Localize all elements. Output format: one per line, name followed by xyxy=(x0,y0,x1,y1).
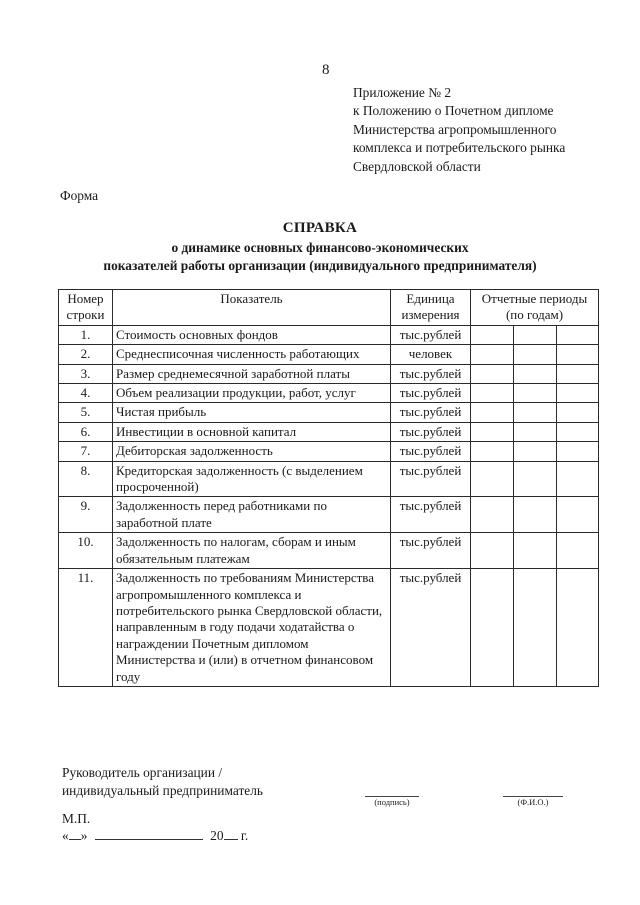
row-unit: тыс.рублей xyxy=(391,461,471,497)
period-cell[interactable] xyxy=(471,442,514,461)
header-row-number: Номер строки xyxy=(59,290,113,326)
row-indicator: Размер среднемесячной заработной платы xyxy=(113,364,391,383)
period-cell[interactable] xyxy=(514,461,557,497)
period-cell[interactable] xyxy=(557,325,599,344)
row-indicator: Задолженность перед работниками по заработной плате xyxy=(113,497,391,533)
appendix-block xyxy=(353,84,565,176)
row-indicator: Инвестиции в основной капитал xyxy=(113,422,391,441)
row-number: 6. xyxy=(59,422,113,441)
period-cell[interactable] xyxy=(514,533,557,569)
table-header-row xyxy=(59,290,599,326)
document-subtitle: о динамике основных финансово-экономических xyxy=(171,240,469,255)
table-row xyxy=(59,403,599,422)
document-title: СПРАВКА xyxy=(282,220,358,236)
row-number: 1. xyxy=(59,325,113,344)
period-cell[interactable] xyxy=(557,364,599,383)
name-field[interactable] xyxy=(503,796,563,807)
appendix-line: к Положению о Почетном дипломе xyxy=(353,103,554,119)
row-unit: тыс.рублей xyxy=(391,569,471,687)
period-cell[interactable] xyxy=(514,442,557,461)
period-cell[interactable] xyxy=(471,345,514,364)
name-caption: (Ф.И.О.) xyxy=(517,797,549,807)
row-number: 5. xyxy=(59,403,113,422)
row-indicator: Среднесписочная численность работающих xyxy=(113,345,391,364)
row-unit: тыс.рублей xyxy=(391,442,471,461)
row-unit: человек xyxy=(391,345,471,364)
period-cell[interactable] xyxy=(471,533,514,569)
period-cell[interactable] xyxy=(557,345,599,364)
period-cell[interactable] xyxy=(514,569,557,687)
year-prefix: 20 xyxy=(210,828,224,843)
row-number: 8. xyxy=(59,461,113,497)
signature-block xyxy=(62,764,263,800)
table-row xyxy=(59,364,599,383)
day-blank[interactable] xyxy=(69,827,81,840)
signature-line-2: индивидуальный предприниматель xyxy=(62,783,264,798)
period-cell[interactable] xyxy=(514,422,557,441)
appendix-line: комплекса и потребительского рынка xyxy=(353,140,566,156)
period-cell[interactable] xyxy=(514,403,557,422)
period-cell[interactable] xyxy=(557,422,599,441)
period-cell[interactable] xyxy=(557,497,599,533)
signature-caption: (подпись) xyxy=(374,797,410,807)
row-number: 7. xyxy=(59,442,113,461)
form-label: Форма xyxy=(60,188,99,203)
row-indicator: Задолженность по налогам, сборам и иным обязательным платежам xyxy=(113,533,391,569)
date-suffix: г. xyxy=(237,828,249,843)
period-cell[interactable] xyxy=(557,403,599,422)
signature-field[interactable] xyxy=(365,796,419,807)
row-indicator: Чистая прибыль xyxy=(113,403,391,422)
period-cell[interactable] xyxy=(557,461,599,497)
period-cell[interactable] xyxy=(557,533,599,569)
period-cell[interactable] xyxy=(557,384,599,403)
row-number: 9. xyxy=(59,497,113,533)
row-unit: тыс.рублей xyxy=(391,497,471,533)
period-cell[interactable] xyxy=(471,461,514,497)
appendix-line: Министерства агропромышленного xyxy=(353,121,557,137)
period-cell[interactable] xyxy=(514,497,557,533)
row-number: 3. xyxy=(59,364,113,383)
row-number: 4. xyxy=(59,384,113,403)
month-blank[interactable] xyxy=(95,827,203,840)
date-close-quote: » xyxy=(80,828,88,843)
appendix-line: Приложение № 2 xyxy=(353,85,452,100)
table-row xyxy=(59,325,599,344)
document-subtitle: показателей работы организации (индивидуального предпринимателя) xyxy=(103,258,537,273)
row-number: 2. xyxy=(59,345,113,364)
indicators-table xyxy=(58,289,599,687)
table-row xyxy=(59,422,599,441)
table-row xyxy=(59,461,599,497)
period-cell[interactable] xyxy=(557,569,599,687)
year-blank[interactable] xyxy=(224,827,238,840)
row-unit: тыс.рублей xyxy=(391,422,471,441)
row-unit: тыс.рублей xyxy=(391,384,471,403)
row-indicator: Дебиторская задолженность xyxy=(113,442,391,461)
table-row xyxy=(59,533,599,569)
table-row xyxy=(59,569,599,687)
table-row xyxy=(59,442,599,461)
period-cell[interactable] xyxy=(471,422,514,441)
row-number: 11. xyxy=(59,569,113,687)
table-row xyxy=(59,345,599,364)
period-cell[interactable] xyxy=(471,364,514,383)
header-unit: Единица измерения xyxy=(391,290,471,326)
period-cell[interactable] xyxy=(514,325,557,344)
stamp-label: М.П. xyxy=(62,811,91,826)
period-cell[interactable] xyxy=(514,384,557,403)
date-line xyxy=(62,827,248,844)
period-cell[interactable] xyxy=(471,384,514,403)
row-number: 10. xyxy=(59,533,113,569)
row-indicator: Стоимость основных фондов xyxy=(113,325,391,344)
row-unit: тыс.рублей xyxy=(391,533,471,569)
appendix-line: Свердловской области xyxy=(353,158,481,174)
table-row xyxy=(59,497,599,533)
page-number: 8 xyxy=(322,62,330,78)
header-indicator: Показатель xyxy=(113,290,391,326)
row-unit: тыс.рублей xyxy=(391,364,471,383)
row-indicator: Объем реализации продукции, работ, услуг xyxy=(113,384,391,403)
period-cell[interactable] xyxy=(471,403,514,422)
period-cell[interactable] xyxy=(471,497,514,533)
row-indicator: Кредиторская задолженность (с выделением просроченной) xyxy=(113,461,391,497)
row-unit: тыс.рублей xyxy=(391,325,471,344)
signature-line-1: Руководитель организации / xyxy=(62,765,223,780)
period-cell[interactable] xyxy=(471,325,514,344)
period-cell[interactable] xyxy=(514,364,557,383)
table-body xyxy=(59,325,599,686)
period-cell[interactable] xyxy=(471,569,514,687)
row-indicator: Задолженность по требованиям Министерства агропромышленного комплекса и потребительского рынка Свердловской области, направленным в году подачи ходатайства о награждении Почетным дипломом Министерства и (или) в отчетном финансовом году xyxy=(113,569,391,687)
header-periods: Отчетные периоды (по годам) xyxy=(471,290,599,326)
date-open-quote: « xyxy=(62,828,69,843)
period-cell[interactable] xyxy=(557,442,599,461)
table-row xyxy=(59,384,599,403)
period-cell[interactable] xyxy=(514,345,557,364)
row-unit: тыс.рублей xyxy=(391,403,471,422)
